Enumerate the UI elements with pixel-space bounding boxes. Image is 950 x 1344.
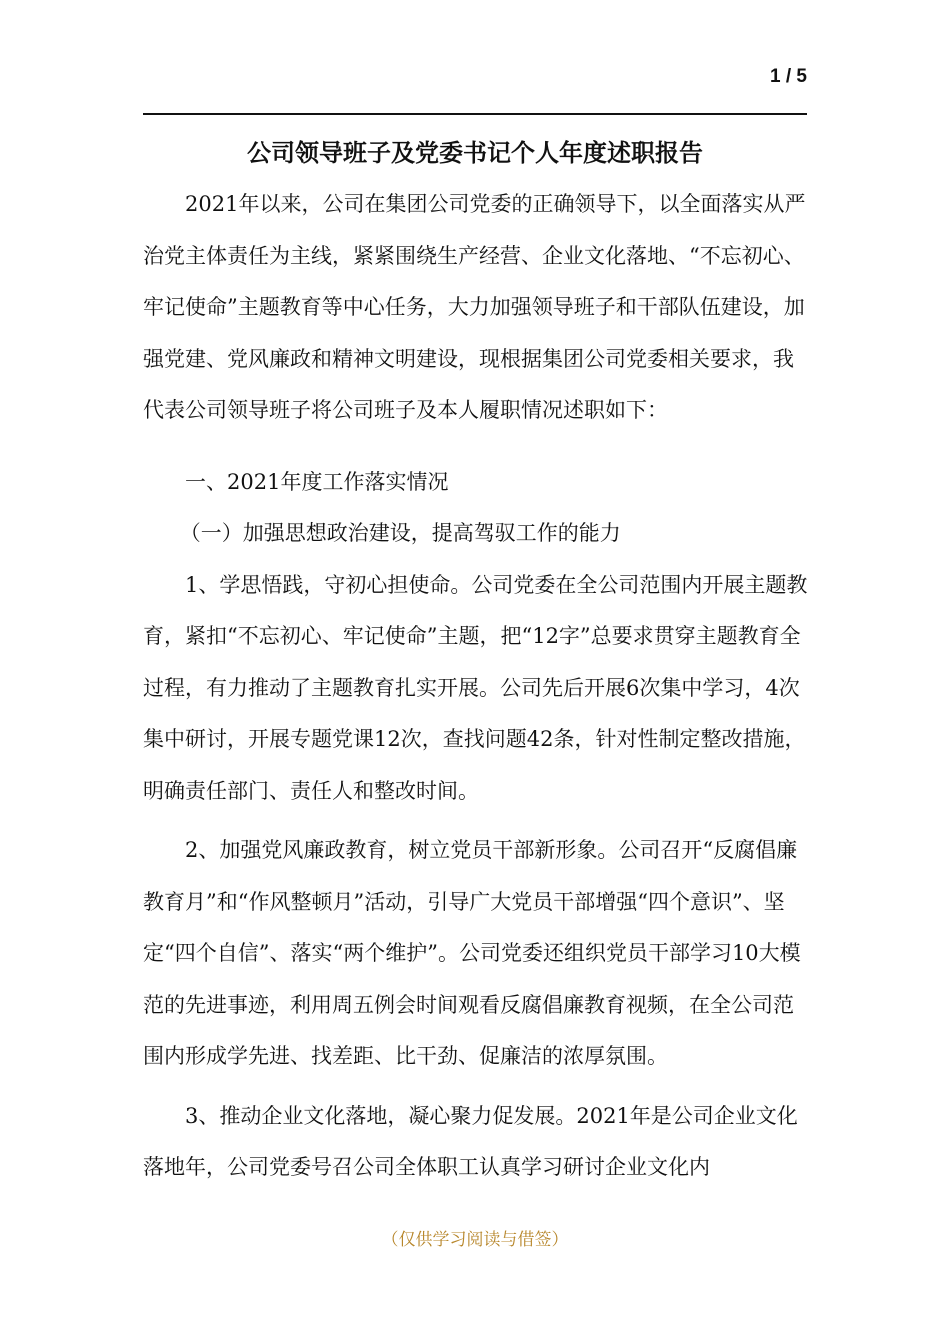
- section-heading: 一、2021年度工作落实情况: [185, 469, 449, 494]
- document-title: 公司领导班子及党委书记个人年度述职报告: [247, 139, 703, 167]
- subsection-heading: （一）加强思想政治建设，提高驾驭工作的能力: [179, 521, 621, 545]
- page-number: 1 / 5: [770, 66, 807, 87]
- intro-paragraph: 2021年以来，公司在集团公司党委的正确领导下，以全面落实从严治党主体责任为主线，紧紧围绕生产经营、企业文化落地、“不忘初心、牢记使命”主题教育等中心任务，大力加强领导班子和干部队伍建设，加强党建、党风廉政和精神文明建设，现根据集团公司党委相关要求，我代表公司领导班子将公司班子及本人履职情况述职如下：: [143, 192, 806, 422]
- document-body: [143, 179, 813, 1194]
- item-paragraph-1: 1、学思悟践，守初心担使命。公司党委在全公司范围内开展主题教育，紧扣“不忘初心、牢记使命”主题，把“12字”总要求贯穿主题教育全过程，有力推动了主题教育扎实开展。公司先后开展6次集中学习，4次集中研讨，开展专题党课12次，查找问题42条，针对性制定整改措施，明确责任部门、责任人和整改时间。: [143, 572, 808, 803]
- item-paragraph-3: 3、推动企业文化落地，凝心聚力促发展。2021年是公司企业文化落地年，公司党委号召公司全体职工认真学习研讨企业文化内: [143, 1103, 798, 1179]
- item-paragraph-2: 2、加强党风廉政教育，树立党员干部新形象。公司召开“反腐倡廉教育月”和“作风整顿月”活动，引导广大党员干部增强“四个意识”、坚定“四个自信”、落实“两个维护”。公司党委还组织党员干部学习10大模范的先进事迹，利用周五例会时间观看反腐倡廉教育视频，在全公司范围内形成学先进、找差距、比干劲、促廉洁的浓厚氛围。: [143, 838, 801, 1068]
- header-rule: [143, 113, 807, 115]
- footer-note: （仅供学习阅读与借签）: [381, 1230, 569, 1250]
